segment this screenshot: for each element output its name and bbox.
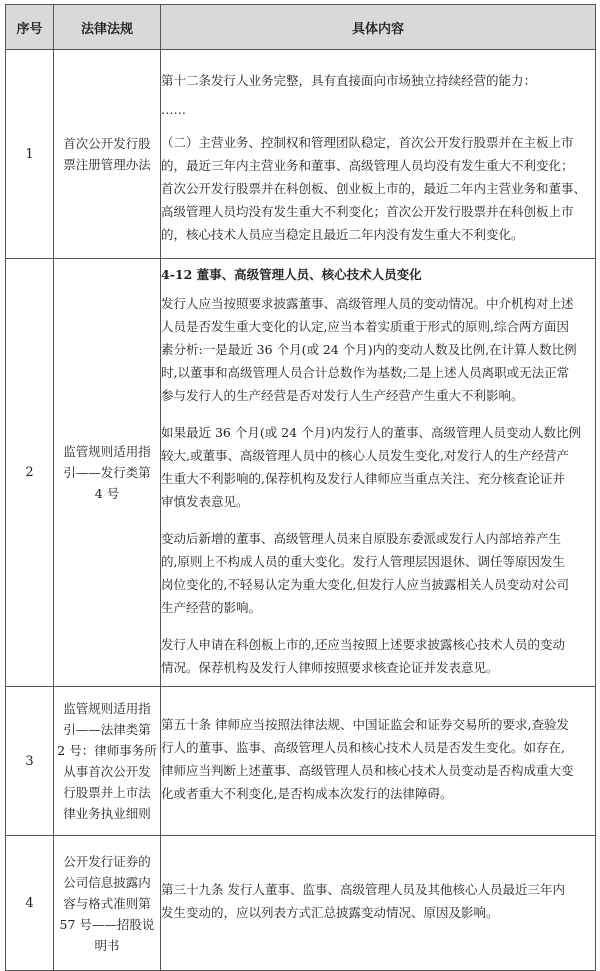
law-line: 从事首次公开发 xyxy=(63,764,151,779)
content-line: 发行人申请在科创板上市的,还应当按照上述要求披露核心技术人员的变动 xyxy=(161,636,565,652)
content-line: 第五十条 律师应当按照法律法规、中国证监会和证券交易所的要求,查验发 xyxy=(161,717,569,732)
content-line: 人员是否发生重大变化的认定,应当本着实质重于形式的原则,综合两方面因 xyxy=(161,318,569,334)
law-line: 行股票并上市法 xyxy=(63,785,151,800)
content-line: 发行人应当按照要求披露董事、高级管理人员的变动情况。中介机构对上述 xyxy=(161,295,574,311)
content-line: 的，最近三年内主营业务和董事、高级管理人员均没有发生重大不利变化； xyxy=(161,157,574,173)
content-paragraph xyxy=(161,69,595,92)
content-line: 的,原则上不构成人员的重大变化。发行人管理层因退休、调任等原因发生 xyxy=(161,553,565,569)
content-line: 岗位变化的,不轻易认定为重大变化,但发行人应当披露相关人员变动对公司 xyxy=(161,576,569,592)
row-number: 1 xyxy=(6,50,54,259)
content-line: 审慎发表意见。 xyxy=(161,493,249,509)
content-line: 如果最近 36 个月(或 24 个月)内发行人的董事、高级管理人员变动人数比例 xyxy=(161,424,581,440)
content-paragraph xyxy=(161,131,595,246)
header-no: 序号 xyxy=(6,5,54,50)
law-name xyxy=(54,836,161,971)
law-line: 律业务执业细则 xyxy=(63,806,151,821)
table-header-row xyxy=(6,5,596,50)
row-number: 2 xyxy=(6,259,54,687)
table-row xyxy=(6,259,596,687)
table-row xyxy=(6,687,596,836)
content-line: 4-12 董事、高级管理人员、核心技术人员变化 xyxy=(161,266,422,282)
content-line: 时,以董事和高级管理人员合计总数作为基数;二是上述人员离职或无法正常 xyxy=(161,364,570,380)
law-line: 容与格式准则第 xyxy=(63,895,151,911)
content-paragraph xyxy=(161,98,595,121)
content-line: 情况。保荐机构及发行人律师按照要求核查论证并发表意见。 xyxy=(161,659,499,675)
content-line: 发生变动的，应以列表方式汇总披露变动情况、原因及影响。 xyxy=(161,905,499,920)
content-cell xyxy=(161,836,596,971)
law-line: 引——法律类第 xyxy=(63,722,151,737)
table-row xyxy=(6,836,596,971)
content-paragraph xyxy=(161,633,595,679)
table-row xyxy=(6,50,596,259)
content-paragraph xyxy=(161,878,595,924)
content-line: 高级管理人员均没有发生重大不利变化；首次公开发行股票并在科创板上市 xyxy=(161,203,574,219)
law-line: 2 号：律师事务所 xyxy=(57,743,157,758)
content-cell xyxy=(161,687,596,836)
law-name xyxy=(54,50,161,259)
content-line: 第十二条发行人业务完整，具有直接面向市场独立持续经营的能力： xyxy=(161,72,537,88)
law-line: 首次公开发行股 xyxy=(63,136,151,151)
content-paragraph xyxy=(161,713,595,805)
law-line: 票注册管理办法 xyxy=(63,157,151,172)
content-line: …… xyxy=(161,101,186,117)
law-line: 监管规则适用指 xyxy=(63,701,151,716)
content-line: 的，核心技术人员应当稳定且最近二年内没有发生重大不利变化。 xyxy=(161,226,524,242)
row-number: 3 xyxy=(6,687,54,836)
content-line: 生产经营的影响。 xyxy=(161,599,262,615)
law-name xyxy=(54,687,161,836)
content-line: 生重大不利影响的,保荐机构及发行人律师应当重点关注、充分核查论证并 xyxy=(161,470,565,486)
law-name xyxy=(54,259,161,687)
content-cell xyxy=(161,50,596,259)
content-line: 第三十九条 发行人董事、监事、高级管理人员及其他核心人员最近三年内 xyxy=(161,882,565,897)
law-line: 公开发行证券的 xyxy=(63,853,151,869)
law-line: 引——发行类第 xyxy=(63,465,151,480)
law-line: 公司信息披露内 xyxy=(63,874,151,890)
content-line: 律师应当判断上述董事、高级管理人员和核心技术人员变动是否构成重大变 xyxy=(161,763,574,778)
law-line: 4 号 xyxy=(94,486,120,501)
law-line: 监管规则适用指 xyxy=(63,444,151,459)
header-content: 具体内容 xyxy=(161,5,596,50)
content-line: 行人的董事、监事、高级管理人员和核心技术人员是否发生变化。如存在, xyxy=(161,740,565,755)
content-cell xyxy=(161,259,596,687)
content-paragraph xyxy=(161,421,595,513)
content-line: 化或者重大不利变化,是否构成本次发行的法律障碍。 xyxy=(161,786,453,801)
content-paragraph xyxy=(161,292,595,407)
content-paragraph xyxy=(161,527,595,619)
header-law: 法律法规 xyxy=(54,5,161,50)
content-line: 较大,或董事、高级管理人员中的核心人员发生变化,对发行人的生产经营产 xyxy=(161,447,569,463)
content-line: 素分析:一是最近 36 个月(或 24 个月)内的变动人数及比例,在计算人数比例 xyxy=(161,341,577,357)
law-line: 明书 xyxy=(94,937,120,953)
law-line: 57 号——招股说 xyxy=(59,916,155,932)
row-number: 4 xyxy=(6,836,54,971)
content-paragraph xyxy=(161,263,595,286)
content-line: 变动后新增的董事、高级管理人员来自原股东委派或发行人内部培养产生 xyxy=(161,530,562,546)
regulations-table xyxy=(5,4,596,971)
content-line: （二）主营业务、控制权和管理团队稳定，首次公开发行股票并在主板上市 xyxy=(161,134,574,150)
content-line: 首次公开发行股票并在科创板、创业板上市的，最近二年内主营业务和董事、 xyxy=(161,180,587,196)
content-line: 参与发行人的生产经营是否对发行人生产经营产生重大不利影响。 xyxy=(161,387,524,403)
